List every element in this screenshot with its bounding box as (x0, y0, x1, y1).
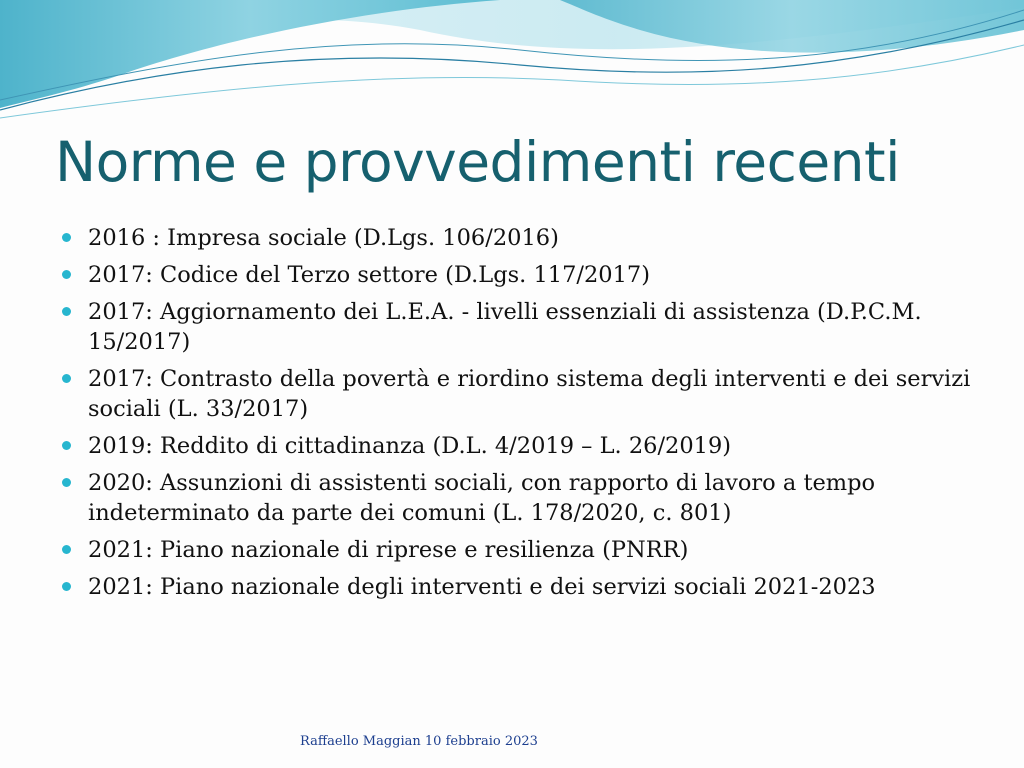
list-item (62, 535, 997, 565)
list-item-text: 2020: Assunzioni di assistenti sociali, con rapporto di lavoro a tempo indeterminato da parte dei comuni (L. 178/2020, c. 801) (88, 470, 876, 526)
list-item-text: 2017: Contrasto della povertà e riordino sistema degli interventi e dei servizi sociali (L. 33/2017) (88, 366, 971, 422)
list-item-text: 2021: Piano nazionale di riprese e resilienza (PNRR) (88, 537, 689, 563)
bullet-list (62, 223, 997, 609)
header-wave-decoration (0, 0, 1024, 125)
list-item (62, 260, 997, 290)
list-item-text: 2021: Piano nazionale degli interventi e dei servizi sociali 2021-2023 (88, 574, 876, 600)
list-item (62, 297, 997, 357)
list-item-text: 2017: Aggiornamento dei L.E.A. - livelli essenziali di assistenza (D.P.C.M. 15/2017) (88, 299, 922, 355)
slide-title: Norme e provvedimenti recenti (55, 130, 900, 194)
bullet-icon (62, 374, 71, 383)
slide-footer: Raffaello Maggian 10 febbraio 2023 (300, 734, 538, 749)
bullet-icon (62, 270, 71, 279)
list-item-text: 2017: Codice del Terzo settore (D.Lgs. 117/2017) (88, 262, 651, 288)
bullet-icon (62, 582, 71, 591)
list-item (62, 223, 997, 253)
bullet-icon (62, 307, 71, 316)
list-item (62, 468, 997, 528)
bullet-icon (62, 478, 71, 487)
list-item-text: 2016 : Impresa sociale (D.Lgs. 106/2016) (88, 225, 559, 251)
bullet-icon (62, 441, 71, 450)
list-item (62, 572, 997, 602)
list-item (62, 364, 997, 424)
list-item-text: 2019: Reddito di cittadinanza (D.L. 4/2019 – L. 26/2019) (88, 433, 732, 459)
bullet-icon (62, 233, 71, 242)
bullet-icon (62, 545, 71, 554)
list-item (62, 431, 997, 461)
